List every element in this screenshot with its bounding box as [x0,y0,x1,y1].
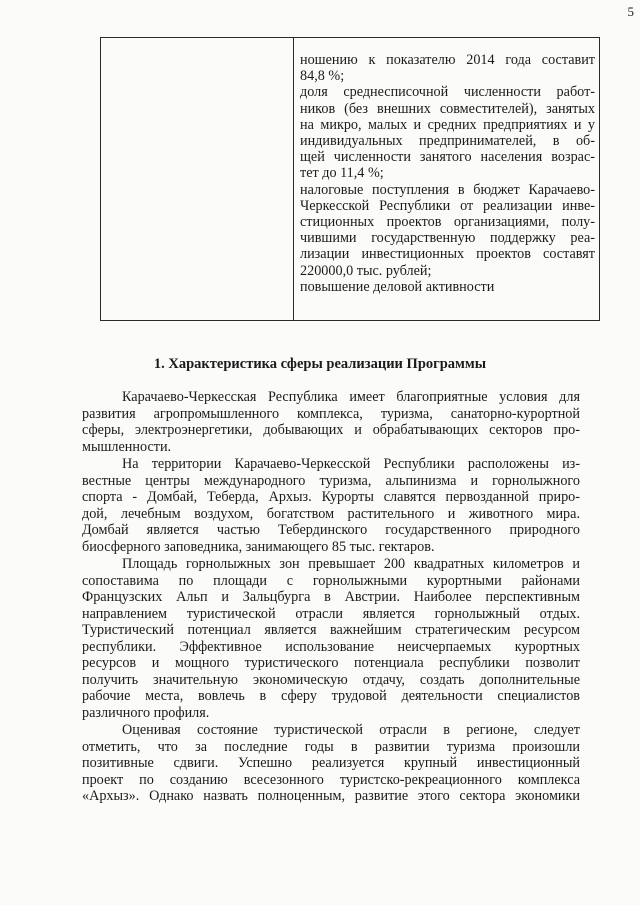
paragraph [82,556,580,721]
paragraph-line: мышленности. [82,438,172,455]
paragraph-line: биосферного заповедника, занимающего 85 тыс. гектаров. [82,538,435,555]
paragraph-line: Туристический потенциал является важнейшим стратегическим ресурсом [82,622,580,638]
indicators-table [100,37,600,321]
table-text-line: индивидуальных предпринимателей, в об- [300,133,595,150]
section-heading: 1. Характеристика сферы реализации Программы [153,356,487,372]
paragraph-line: получить значительную экономическую отдачу, создать дополнительные [82,671,580,688]
table-text-line: повышение деловой активности [300,278,495,295]
paragraph-line: различного профиля. [82,704,210,721]
paragraph-line: Домбай является частью Тебердинского государственного природного [82,522,580,538]
table-text-line: 220000,0 тыс. рублей; [300,262,432,279]
paragraph-line: отметить, что за последние годы в развитии туризма произошли [82,738,580,755]
page-number: 5 [627,4,634,19]
paragraph-line: позитивные сдвиги. Успешно реализуется крупный инвестиционный [82,755,580,771]
paragraph [82,456,580,555]
paragraph-line: «Архыз». Однако назвать полноценным, развитие этого сектора экономики [82,788,580,804]
table-text-line: тет до 11,4 %; [300,165,384,182]
table-text-line: щей численности занятого населения возрас- [300,149,595,166]
table-text-line: налоговые поступления в бюджет Карачаево- [300,181,595,198]
table-right-cell [294,38,599,320]
paragraph-line: Карачаево-Черкесская Республика имеет благоприятные условия для [122,389,580,405]
table-text-line: ношению к показателю 2014 года составит [300,52,595,68]
section-body [82,389,580,806]
paragraph-line: вестные центры международного туризма, альпинизма и горнолыжного [82,472,580,489]
paragraph-line: направлением туристической отрасли является горнолыжный отдых. [82,605,580,622]
paragraph-line: развития агропромышленного комплекса, туризма, санаторно-курортной [82,405,580,422]
table-text-line: стиционных проектов организациями, полу- [300,214,595,231]
table-text-line: чившими государственную поддержку реа- [300,230,595,247]
table-text-line: лизации инвестиционных проектов составят [300,246,595,263]
paragraph-line: проект по созданию всесезонного туристско-рекреационного комплекса [82,771,580,788]
paragraph-line: На территории Карачаево-Черкесской Республики расположены из- [122,456,580,472]
paragraph-line: сопоставима по площади с горнолыжными курортными районами [82,572,580,589]
table-text-line: на микро, малых и средних предприятиях и у [300,116,595,133]
paragraph-line: ресурсов и мощного туристического потенциала республики позволит [82,655,580,671]
table-text-line: ников (без внешних совместителей), занятых [300,100,595,117]
paragraph-line: республики. Эффективное использование неисчерпаемых курортных [82,638,580,655]
table-text-line: 84,8 %; [300,68,345,85]
table-text-line: Черкесской Республики от реализации инве- [300,197,595,214]
paragraph-line: Площадь горнолыжных зон превышает 200 квадратных километров и [122,556,580,572]
table-left-cell [101,38,294,320]
paragraph-line: спорта - Домбай, Теберда, Архыз. Курорты славятся первозданной приро- [82,489,580,505]
paragraph-line: сферы, электроэнергетики, добывающих и обрабатывающих секторов про- [82,422,580,438]
paragraph [82,389,580,455]
paragraph-line: Французских Альп и Зальцбурга в Австрии. Наиболее перспективным [82,589,580,605]
paragraph-line: рабочие места, вовлечь в сферу трудовой деятельности специалистов [82,688,580,704]
paragraph-line: дой, лечебным воздухом, богатством растительного и животного мира. [82,505,580,522]
paragraph [82,722,580,805]
paragraph-line: Оценивая состояние туристической отрасли в регионе, следует [122,722,580,738]
table-text-line: доля среднесписочной численности работ- [300,84,595,101]
